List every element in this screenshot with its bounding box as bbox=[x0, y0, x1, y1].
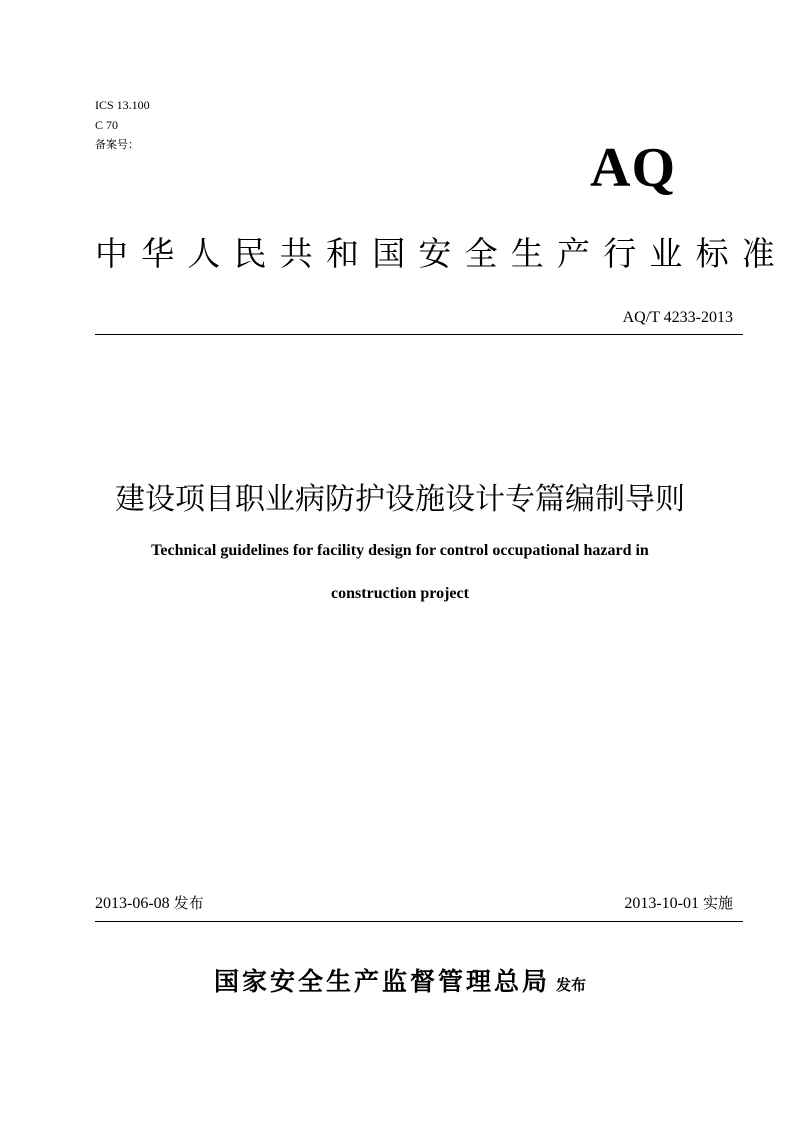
implementation-date-value: 2013-10-01 bbox=[624, 895, 699, 912]
top-divider bbox=[95, 334, 743, 335]
document-title-chinese: 建设项目职业病防护设施设计专篇编制导则 bbox=[115, 482, 685, 517]
publisher-action: 发布 bbox=[556, 976, 587, 994]
implementation-date-label: 实施 bbox=[702, 894, 733, 912]
issue-date-label: 发布 bbox=[173, 894, 204, 912]
ics-code: ICS 13.100 bbox=[95, 98, 150, 112]
publisher-name: 国家安全生产监督管理总局 bbox=[213, 967, 550, 996]
document-title-english-line2: construction project bbox=[331, 585, 469, 602]
issue-date-value: 2013-06-08 bbox=[95, 895, 170, 912]
issue-date bbox=[95, 893, 204, 914]
implementation-date bbox=[624, 893, 733, 914]
classification-code: C 70 bbox=[95, 118, 119, 132]
document-title-english-line1: Technical guidelines for facility design for control occupational hazard in bbox=[151, 542, 649, 559]
record-number-label: 备案号： bbox=[95, 138, 139, 151]
standard-number: AQ/T 4233-2013 bbox=[622, 309, 733, 326]
bottom-divider bbox=[95, 921, 743, 922]
publisher-line bbox=[0, 962, 800, 1006]
standard-mark: AQ bbox=[590, 137, 676, 199]
standard-type-heading: 中华人民共和国安全生产行业标准 bbox=[95, 234, 788, 273]
